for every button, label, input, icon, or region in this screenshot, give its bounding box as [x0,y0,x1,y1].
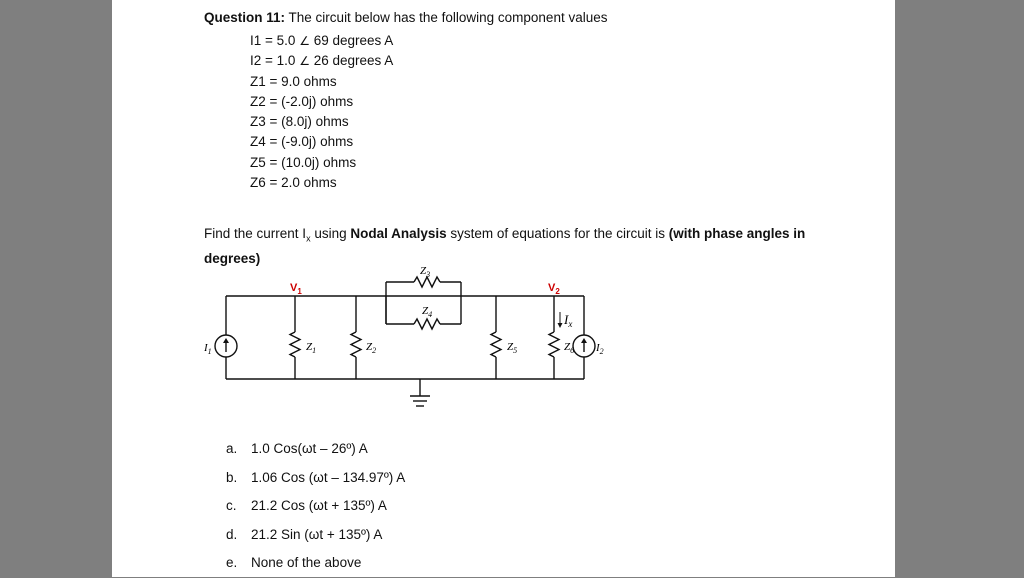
source-i2-icon [573,335,595,357]
component-values [250,31,393,193]
value-z5: Z5 = (10.0j) ohms [250,154,357,170]
angle-icon: ∠ [299,34,310,48]
label-z4: $Z_4$ [422,305,433,319]
label-z6: $Z_6$ [564,341,575,355]
question-title [204,10,607,25]
circuit-diagram [198,262,668,422]
answer-option-d[interactable]: d. 21.2 Sin (ωt + 135º) A [226,526,383,542]
label-ix: $I_x$ [564,312,573,329]
angle-icon: ∠ [299,54,310,69]
label-i2: $I_2$ [596,342,604,356]
question-prompt: Find the current $I_x$ using Nodal Analysis system of equations for the circuit is (with phase angles in degrees) [204,226,806,266]
label-z2: $Z_2$ [366,341,377,355]
label-v2: $V_2$ [548,282,560,296]
question-text: The circuit below has the following component values [288,10,608,25]
value-z3: Z3 = (8.0j) ohms [250,114,349,130]
answer-option-e[interactable]: e. None of the above [226,555,362,570]
value-i1: I1 = 5.0 ∠ 69 degrees A [250,33,394,48]
label-v1: $V_1$ [290,282,302,296]
answer-option-c[interactable]: c. 21.2 Cos (ωt + 135º) A [226,498,387,513]
source-i1-icon [215,335,237,357]
value-z6: Z6 = 2.0 ohms [250,175,337,191]
label-z3: $Z_3$ [420,265,431,279]
label-z5: $Z_5$ [507,341,518,355]
label-i1: $I_1$ [204,342,212,356]
answer-choices [226,435,405,578]
value-z4: Z4 = (-9.0j) ohms [250,134,354,150]
answer-option-b[interactable]: b. 1.06 Cos (ωt – 134.97º) A [226,469,406,485]
value-z2: Z2 = (-2.0j) ohms [250,93,354,109]
answer-option-a[interactable]: a. 1.0 Cos(ωt – 26º) A [226,441,368,456]
label-z1: $Z_1$ [306,341,317,355]
document-page [112,0,895,577]
question-number: Question 11: [204,10,286,25]
value-i2: I2 = 1.0 ∠ 26 degrees A [250,53,394,69]
ix-arrow-icon [558,312,563,328]
value-z1: Z1 = 9.0 ohms [250,73,337,89]
